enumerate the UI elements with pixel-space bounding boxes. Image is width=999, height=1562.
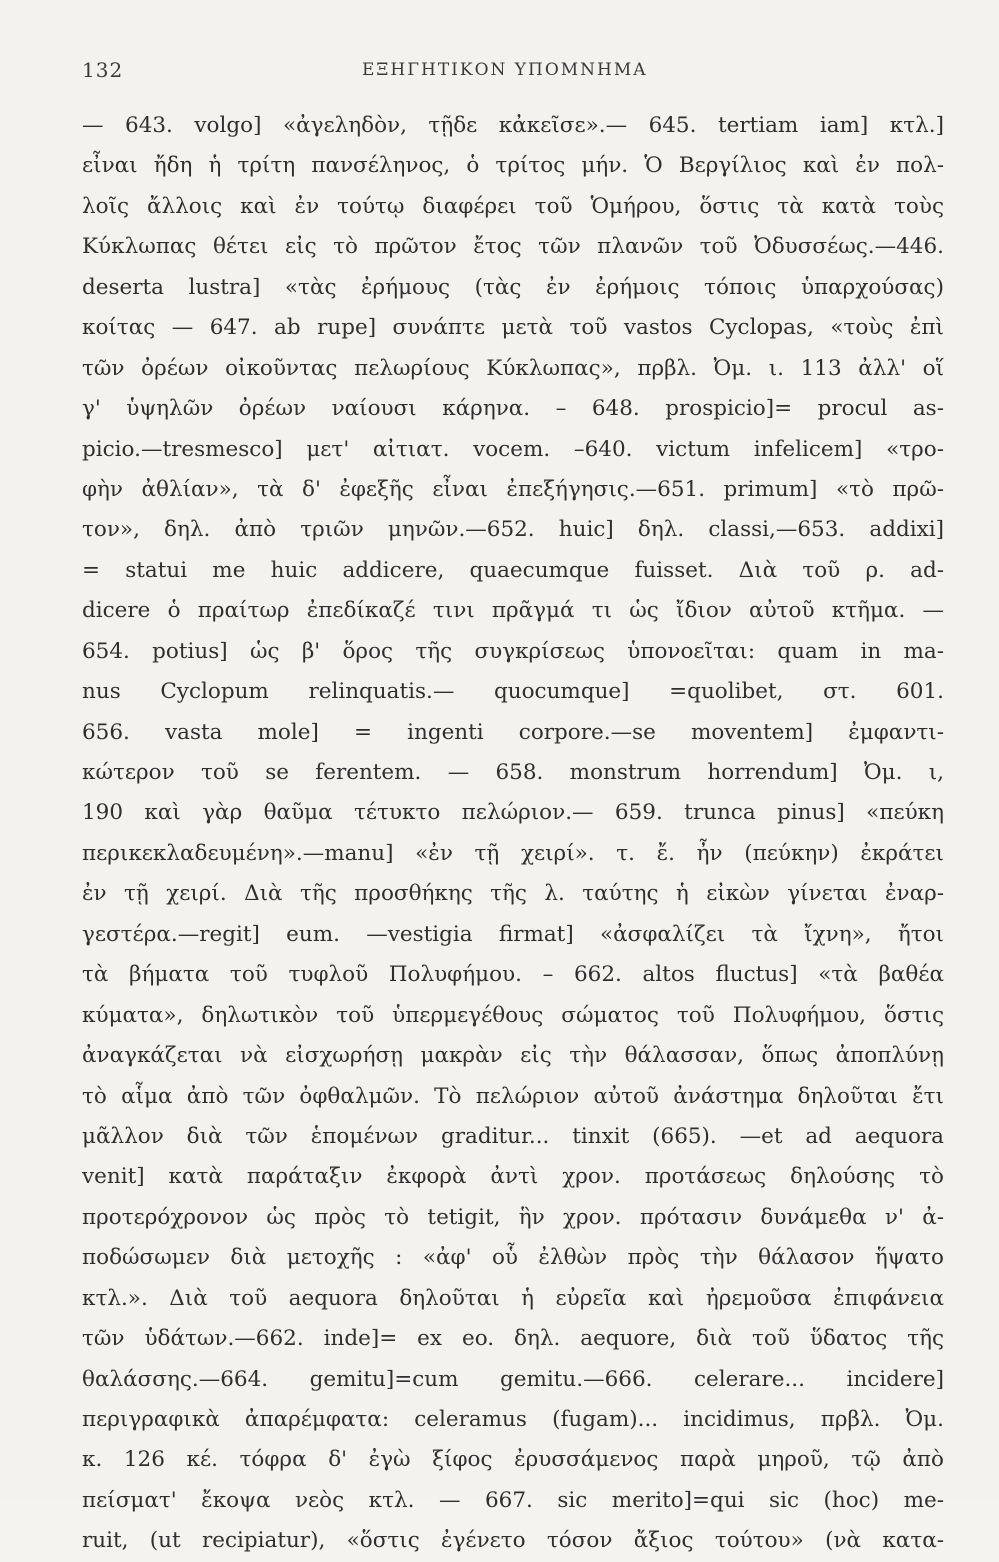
text-line: κώτερον τοῦ se ferentem. — 658. monstrum horrendum] Ὀμ. ι, [82, 760, 944, 785]
text-line: ἀναγκάζεται νὰ εἰσχωρήσῃ μακρὰν εἰς τὴν θάλασσαν, ὅπως ἀποπλύνῃ [82, 1043, 944, 1069]
text-line: κοίτας — 647. ab rupe] συνάπτε μετὰ τοῦ vastos Cyclopas, «τοὺς ἐπὶ [82, 315, 944, 341]
text-line: προτερόχρονον ὡς πρὸς τὸ tetigit, ἣν χρον. πρότασιν δυνάμεθα ν' ἀ- [82, 1204, 944, 1230]
text-line: ruit, (ut recipiatur), «ὅστις ἐγένετο τόσον ἄξιος τούτου» (νὰ κατα- [82, 1528, 944, 1554]
text-line: dicere ὁ πραίτωρ ἐπεδίκαζέ τινι πρᾶγμά τι ὡς ἴδιον αὐτοῦ κτῆμα. — [82, 598, 944, 624]
text-line: deserta lustra] «τὰς ἐρήμους (τὰς ἐν ἐρήμοις τόποις ὑπαρχούσας) [82, 274, 944, 300]
text-line: κτλ.». Διὰ τοῦ aequora δηλοῦται ἡ εὐρεῖα καὶ ἠρεμοῦσα ἐπιφάνεια [82, 1285, 944, 1311]
text-line: κύματα», δηλωτικὸν τοῦ ὑπερμεγέθους σώματος τοῦ Πολυφήμου, ὅστις [82, 1002, 944, 1028]
text-line: κ. 126 κέ. τόφρα δ' ἐγὼ ξίφος ἐρυσσάμενος παρὰ μηροῦ, τῷ ἀπὸ [82, 1447, 944, 1473]
text-line: φὴν ἀθλίαν», τὰ δ' ἐφεξῆς εἶναι ἐπεξήγησις.—651. primum] «τὸ πρῶ- [82, 476, 944, 502]
text-line: ἐν τῇ χειρί. Διὰ τῆς προσθήκης τῆς λ. ταύτης ἡ εἰκὼν γίνεται ἐναρ- [82, 881, 944, 907]
text-line: περιγραφικὰ ἀπαρέμφατα: celeramus (fugam)... incidimus, πρβλ. Ὀμ. [82, 1407, 944, 1432]
text-line: Κύκλωπας θέτει εἰς τὸ πρῶτον ἔτος τῶν πλανῶν τοῦ Ὀδυσσέως.—446. [82, 234, 944, 260]
text-line: venit] κατὰ παράταξιν ἐκφορὰ ἀντὶ χρον. προτάσεως δηλούσης τὸ [82, 1164, 944, 1190]
text-line: τὸ αἷμα ἀπὸ τῶν ὀφθαλμῶν. Τὸ πελώριον αὐτοῦ ἀνάστημα δηλοῦται ἔτι [82, 1083, 944, 1109]
running-head: ΕΞΗΓΗΤΙΚΟΝ ΥΠΟΜΝΗΜΑ [362, 60, 648, 80]
text-line: γεστέρα.—regit] eum. —vestigia firmat] «ἀσφαλίζει τὰ ἴχνη», ἤτοι [82, 921, 944, 947]
text-line: — 643. volgo] «ἀγεληδὸν, τῇδε κἀκεῖσε».— 645. tertiam iam] κτλ.] [82, 113, 944, 138]
text-line: εἶναι ἤδη ἡ τρίτη πανσέληνος, ὁ τρίτος μήν. Ὁ Βεργίλιος καὶ ἐν πολ- [82, 153, 944, 179]
text-line: ποδώσωμεν διὰ μετοχῆς : «ἀφ' οὗ ἐλθὼν πρὸς τὴν θάλασον ἥψατο [82, 1245, 944, 1271]
text-line: 656. vasta mole] = ingenti corpore.—se moventem] ἐμφαντι- [82, 719, 944, 745]
page-number: 132 [82, 58, 124, 82]
commentary-text [82, 106, 944, 1562]
text-line: 190 καὶ γὰρ θαῦμα τέτυκτο πελώριον.— 659. trunca pinus] «πεύκη [82, 800, 944, 826]
text-line: = statui me huic addicere, quaecumque fuisset. Διὰ τοῦ ρ. ad- [82, 557, 944, 583]
text-line: τὰ βήματα τοῦ τυφλοῦ Πολυφήμου. – 662. altos fluctus] «τὰ βαθέα [82, 962, 944, 988]
text-line: πείσματ' ἔκοψα νεὸς κτλ. — 667. sic merito]=qui sic (hoc) me- [82, 1487, 944, 1513]
text-line: λοῖς ἄλλοις καὶ ἐν τούτῳ διαφέρει τοῦ Ὁμήρου, ὅστις τὰ κατὰ τοὺς [82, 193, 944, 219]
text-line: θαλάσσης.—664. gemitu]=cum gemitu.—666. celerare... incidere] [82, 1366, 944, 1392]
text-line: μᾶλλον διὰ τῶν ἑπομένων graditur... tinxit (665). —et ad aequora [82, 1123, 944, 1149]
text-line: τῶν ὑδάτων.—662. inde]= ex eo. δηλ. aequore, διὰ τοῦ ὕδατος τῆς [82, 1326, 944, 1352]
page-header [82, 58, 942, 88]
text-line: τον», δηλ. ἀπὸ τριῶν μηνῶν.—652. huic] δηλ. classi,—653. addixi] [82, 517, 944, 543]
text-line: picio.—tresmesco] μετ' αἰτιατ. vocem. –640. victum infelicem] «τρο- [82, 436, 944, 462]
text-line: 654. potius] ὡς β' ὅρος τῆς συγκρίσεως ὑπονοεῖται: quam in ma- [82, 638, 944, 664]
text-line: τῶν ὀρέων οἰκοῦντας πελωρίους Κύκλωπας», πρβλ. Ὀμ. ι. 113 ἀλλ' οἵ [82, 355, 944, 381]
text-line: περικεκλαδευμένη».—manu] «ἐν τῇ χειρί». τ. ἔ. ἦν (πεύκην) ἐκράτει [82, 840, 944, 866]
text-line: γ' ὑψηλῶν ὀρέων ναίουσι κάρηνα. – 648. prospicio]= procul as- [82, 396, 944, 422]
text-line: nus Cyclopum relinquatis.— quocumque] =quolibet, στ. 601. [82, 679, 944, 705]
